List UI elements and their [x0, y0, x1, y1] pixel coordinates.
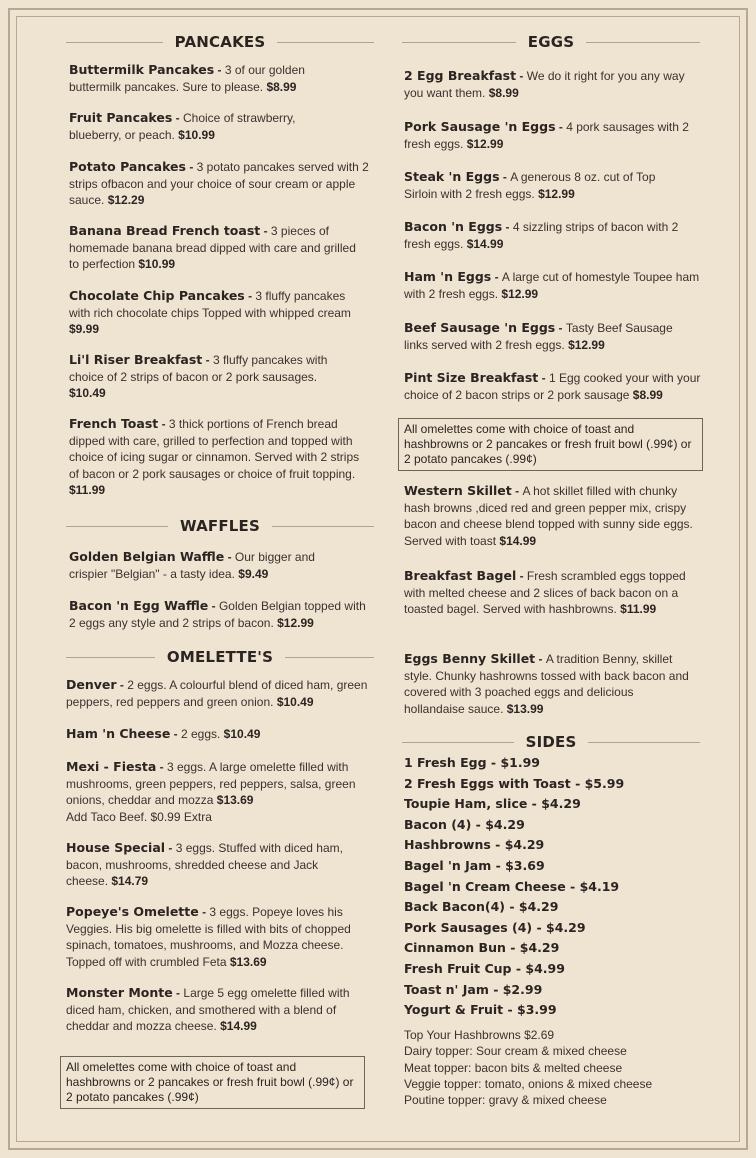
item-name: Buttermilk Pancakes: [69, 62, 215, 77]
menu-item: [404, 119, 699, 152]
item-description: Golden Belgian topped with 2 eggs any style and 2 strips of bacon.: [69, 599, 366, 630]
menu-item: [66, 985, 351, 1035]
item-extra: Add Taco Beef. $0.99 Extra: [66, 809, 212, 824]
item-separator: -: [224, 550, 235, 564]
menu-item: [69, 159, 369, 209]
topper-item: Veggie topper: tomato, onions & mixed cheese: [404, 1076, 653, 1091]
side-item: Bacon (4) - $4.29: [404, 816, 525, 832]
item-separator: -: [516, 69, 527, 83]
menu-item: [69, 110, 319, 143]
item-separator: -: [244, 289, 256, 303]
item-price: $11.99: [620, 602, 657, 616]
menu-item: [404, 370, 707, 403]
item-price: $13.99: [506, 701, 544, 716]
menu-item: [404, 269, 704, 302]
item-name: Chocolate Chip Pancakes: [69, 288, 245, 303]
item-separator: -: [555, 120, 567, 134]
item-name: Banana Bread French toast: [69, 223, 261, 238]
side-item: Back Bacon(4) - $4.29: [404, 899, 559, 915]
item-description: 2 eggs. A colourful blend of diced ham, green peppers, red peppers and green onion.: [66, 678, 368, 709]
item-price: $10.49: [69, 386, 106, 400]
item-separator: -: [172, 111, 183, 125]
item-separator: -: [511, 484, 523, 498]
item-separator: -: [502, 220, 513, 234]
item-separator: -: [535, 652, 546, 666]
item-separator: -: [165, 841, 176, 855]
eggs-note: All omelettes come with choice of toast and hashbrowns or 2 pancakes or fresh fruit bowl (.99¢) or 2 potato pancakes (.99¢): [398, 418, 703, 471]
item-price: $12.99: [466, 136, 504, 151]
item-separator: -: [208, 599, 219, 613]
item-name: 2 Egg Breakfast: [404, 68, 517, 83]
item-description: Our bigger and crispier "Belgian" - a tasty idea.: [69, 550, 315, 581]
topper-item: Meat topper: bacon bits & melted cheese: [404, 1060, 623, 1075]
item-description: A large cut of homestyle Toupee ham with 2 fresh eggs.: [404, 270, 700, 301]
item-price: $10.49: [276, 694, 314, 709]
omelettes-heading: OMELETTE'S: [66, 648, 374, 666]
item-price: $13.69: [216, 793, 254, 807]
pancakes-heading: PANCAKES: [66, 33, 374, 51]
item-separator: -: [170, 727, 181, 741]
item-description: 2 eggs.: [180, 727, 224, 741]
eggs-heading: EGGS: [402, 33, 700, 51]
topper-item: Poutine topper: gravy & mixed cheese: [404, 1093, 607, 1108]
item-name: Ham 'n Eggs: [404, 269, 492, 284]
item-description: 4 sizzling strips of bacon with 2 fresh eggs.: [404, 220, 679, 251]
menu-item: [69, 62, 329, 95]
item-description: A hot skillet filled with chunky hash browns ,diced red and green pepper mix, crispy bacon and cheese blend topped with sunny side eggs. Served with toast: [404, 484, 693, 548]
item-price: $12.29: [107, 193, 145, 207]
item-description: 3 eggs. Popeye loves his Veggies. His big omelette is filled with bits of chopped spinach, tomatoes, mushrooms, and Mozza cheese. Topped off with crumbled Feta: [66, 905, 351, 969]
item-name: Potato Pancakes: [69, 159, 186, 174]
item-price: $10.99: [138, 257, 176, 271]
menu-item: [66, 726, 371, 743]
side-item: Fresh Fruit Cup - $4.99: [404, 961, 565, 976]
side-item: Toupie Ham, slice - $4.29: [404, 796, 581, 812]
item-name: French Toast: [69, 416, 159, 431]
item-description: Tasty Beef Sausage links served with 2 fresh eggs.: [404, 321, 673, 352]
item-separator: -: [260, 224, 271, 238]
item-price: $12.99: [568, 337, 605, 352]
item-separator: -: [499, 170, 511, 184]
item-name: Fruit Pancakes: [69, 110, 173, 125]
menu-item: [66, 840, 358, 890]
item-price: $14.99: [499, 533, 537, 548]
item-separator: -: [116, 678, 128, 692]
item-price: $8.99: [266, 79, 297, 94]
item-name: Li'l Riser Breakfast: [69, 352, 203, 367]
menu-item: [404, 483, 704, 549]
item-description: 3 eggs. A large omelette filled with mushrooms, green peppers, red peppers, salsa, green onions, cheddar and mozza: [66, 760, 356, 807]
side-item: 2 Fresh Eggs with Toast - $5.99: [404, 775, 625, 791]
item-separator: -: [516, 569, 527, 583]
item-name: Breakfast Bagel: [404, 568, 517, 583]
item-separator: -: [214, 63, 225, 77]
menu-item: [404, 568, 696, 618]
menu-item: [404, 169, 684, 202]
item-separator: -: [185, 160, 197, 174]
sides-heading: SIDES: [402, 733, 700, 751]
item-price: $13.69: [229, 954, 267, 969]
item-price: $8.99: [632, 387, 663, 402]
menu-item: [404, 651, 696, 717]
item-description: 3 potato pancakes served with 2 strips ofbacon and your choice of sour cream or apple sauce.: [69, 160, 369, 207]
item-description: Choice of strawberry, blueberry, or peach.: [69, 111, 296, 142]
side-item: Toast n' Jam - $2.99: [404, 981, 543, 997]
menu-item: [69, 416, 364, 499]
item-name: Ham 'n Cheese: [66, 726, 171, 741]
item-name: Bacon 'n Eggs: [404, 219, 503, 234]
side-item: Yogurt & Fruit - $3.99: [404, 1002, 557, 1018]
menu-item: [404, 320, 696, 353]
item-name: Denver: [66, 677, 117, 692]
item-name: Western Skillet: [404, 483, 512, 498]
item-name: Bacon 'n Egg Waffle: [69, 598, 209, 613]
item-description: Fresh scrambled eggs topped with melted cheese and 2 slices of back bacon on a toasted bagel. Served with hashbrowns.: [404, 569, 686, 616]
item-name: House Special: [66, 840, 166, 855]
side-item: 1 Fresh Egg - $1.99: [404, 755, 540, 770]
item-price: $11.99: [69, 483, 106, 497]
item-name: Monster Monte: [66, 985, 173, 1000]
item-description: 3 pieces of homemade banana bread dipped with care and grilled to perfection: [69, 224, 356, 271]
item-separator: -: [538, 371, 549, 385]
menu-item: [404, 219, 704, 252]
item-separator: -: [198, 905, 210, 919]
menu-item: [69, 288, 369, 338]
topper-item: Dairy topper: Sour cream & mixed cheese: [404, 1044, 627, 1059]
item-description: 3 thick portions of French bread dipped with care, grilled to perfection and topped with choice of icing sugar or cinnamon. Served with 2 strips of bacon or 2 pork sausages or choice of fruit topping.: [69, 417, 360, 481]
item-description: 3 eggs. Stuffed with diced ham, bacon, mushrooms, shredded cheese and Jack cheese.: [66, 841, 343, 888]
menu-item: [66, 759, 366, 825]
omelette-note: All omelettes come with choice of toast and hashbrowns or 2 pancakes or fresh fruit bowl (.99¢) or 2 potato pancakes (.99¢): [60, 1056, 365, 1109]
item-price: $10.49: [223, 727, 261, 741]
menu-item: [69, 549, 339, 582]
item-price: $14.99: [220, 1019, 257, 1033]
waffles-heading: WAFFLES: [66, 517, 374, 535]
item-description: 3 fluffy pancakes with rich chocolate chips Topped with whipped cream: [69, 289, 351, 320]
item-separator: -: [158, 417, 169, 431]
item-description: 3 fluffy pancakes with choice of 2 strips of bacon or 2 pork sausages.: [69, 353, 328, 384]
item-description: A generous 8 oz. cut of Top Sirloin with 2 fresh eggs.: [404, 170, 656, 201]
side-item: Bagel 'n Jam - $3.69: [404, 858, 545, 873]
menu-item: [404, 68, 689, 101]
item-name: Popeye's Omelette: [66, 904, 199, 919]
side-item: Pork Sausages (4) - $4.29: [404, 919, 586, 935]
item-description: 1 Egg cooked your with your choice of 2 bacon strips or 2 pork sausage: [404, 371, 701, 402]
item-price: $14.79: [111, 874, 149, 888]
item-description: A tradition Benny, skillet style. Chunky hashrowns tossed with back bacon and covered with 3 poached eggs and delicious hollandaise sauce.: [404, 652, 689, 716]
menu-item: [69, 223, 359, 273]
item-name: Pint Size Breakfast: [404, 370, 539, 385]
item-price: $14.99: [466, 236, 504, 251]
side-item: Cinnamon Bun - $4.29: [404, 940, 560, 956]
item-price: $12.99: [501, 286, 539, 301]
item-price: $8.99: [488, 85, 519, 100]
side-item: Bagel 'n Cream Cheese - $4.19: [404, 878, 620, 894]
item-separator: -: [491, 270, 502, 284]
topper-item: Top Your Hashbrowns $2.69: [404, 1028, 555, 1042]
item-separator: -: [202, 353, 213, 367]
item-name: Mexi - Fiesta: [66, 759, 157, 774]
item-description: We do it right for you any way you want them.: [404, 69, 685, 100]
item-name: Beef Sausage 'n Eggs: [404, 320, 556, 335]
item-description: 3 of our golden buttermilk pancakes. Sure to please.: [69, 63, 305, 94]
item-price: $12.99: [538, 186, 575, 201]
menu-item: [69, 598, 374, 631]
item-separator: -: [172, 986, 184, 1000]
item-price: $9.49: [238, 566, 269, 581]
item-name: Golden Belgian Waffle: [69, 549, 225, 564]
item-description: 4 pork sausages with 2 fresh eggs.: [404, 120, 689, 151]
item-description: Large 5 egg omelette filled with diced ham, chicken, and smothered with a blend of cheddar and mozza cheese.: [66, 986, 350, 1033]
item-name: Steak 'n Eggs: [404, 169, 500, 184]
item-price: $12.99: [277, 615, 314, 630]
item-price: $9.99: [69, 322, 100, 336]
menu-item: [69, 352, 349, 402]
item-separator: -: [156, 760, 167, 774]
item-name: Pork Sausage 'n Eggs: [404, 119, 556, 134]
item-separator: -: [555, 321, 566, 335]
item-name: Eggs Benny Skillet: [404, 651, 536, 666]
side-item: Hashbrowns - $4.29: [404, 837, 545, 853]
menu-item: [66, 677, 371, 710]
item-price: $10.99: [178, 127, 215, 142]
menu-item: [66, 904, 366, 970]
